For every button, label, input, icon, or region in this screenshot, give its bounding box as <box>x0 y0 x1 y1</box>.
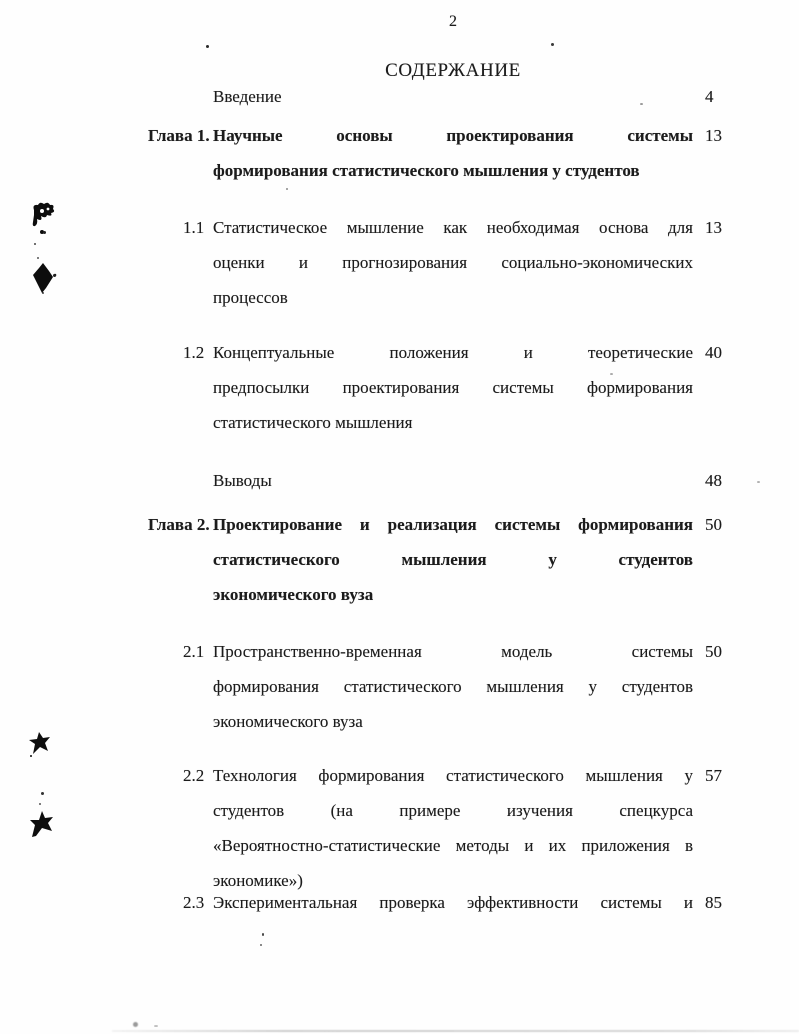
toc-entry-page-number: 13 <box>705 126 722 145</box>
toc-entry-page-number: 40 <box>705 343 722 362</box>
toc-entry-line: Концептуальные положения и теоретические <box>213 343 693 362</box>
toc-entry-line: предпосылки проектирования системы формирования <box>213 378 693 397</box>
toc-entry-line: статистического мышления <box>213 413 413 432</box>
scan-speck <box>34 243 36 245</box>
toc-entry-label: 2.1 <box>183 642 205 661</box>
scan-speck <box>37 257 39 259</box>
toc-entry-line: формирования статистического мышления у студентов <box>213 161 640 180</box>
toc-entry-line: Выводы <box>213 471 272 490</box>
scan-speck <box>39 803 41 805</box>
toc-entry-label: 2.2 <box>183 766 205 785</box>
scan-speck <box>260 944 262 946</box>
toc-entry-line: Научные основы проектирования системы <box>213 126 693 145</box>
toc-entry-label: Глава 2. <box>148 515 210 534</box>
toc-entry-line: экономического вуза <box>213 585 374 604</box>
toc-entry-page-number: 13 <box>705 218 722 237</box>
toc-entry-page-number: 85 <box>705 893 722 912</box>
toc-entry-page-number: 48 <box>705 471 722 490</box>
scan-edge-line <box>112 1030 799 1032</box>
toc-entry-introduction <box>0 79 799 114</box>
toc-entry-label: Глава 1. <box>148 126 210 145</box>
toc-entry-page-number: 50 <box>705 642 722 661</box>
toc-entry-line: статистического мышления у студентов <box>213 550 693 569</box>
toc-entry-2-2 <box>0 758 799 898</box>
toc-entry-line: Технология формирования статистического мышления у <box>213 766 693 785</box>
toc-entry-line: Экспериментальная проверка эффективности системы и <box>213 893 693 912</box>
toc-entry-page-number: 50 <box>705 515 722 534</box>
toc-entry-line: экономике») <box>213 871 303 890</box>
scan-speck <box>610 373 613 375</box>
toc-entry-chapter-1 <box>0 118 799 188</box>
toc-entry-line: Статистическое мышление как необходимая основа для <box>213 218 693 237</box>
toc-entry-line: Пространственно-временная модель системы <box>213 642 693 661</box>
toc-entry-line: студентов (на примере изучения спецкурса <box>213 801 693 820</box>
scan-speck <box>206 45 209 48</box>
scan-speck <box>286 188 288 190</box>
toc-entry-line: «Вероятностно-статистические методы и их приложения в <box>213 836 693 855</box>
toc-entry-2-3 <box>0 885 799 920</box>
toc-entry-line: процессов <box>213 288 288 307</box>
ink-blot-splat-icon <box>29 810 55 838</box>
toc-entry-conclusions-1 <box>0 463 799 498</box>
scan-speck <box>154 1025 158 1027</box>
toc-entry-line: Введение <box>213 87 282 106</box>
scan-speck <box>41 792 44 795</box>
toc-entry-1-1 <box>0 210 799 315</box>
toc-entry-page-number: 4 <box>705 87 714 106</box>
toc-entry-label: 1.1 <box>183 218 205 237</box>
ink-blot-star-icon <box>28 731 52 757</box>
toc-entry-chapter-2 <box>0 507 799 612</box>
toc-entry-page-number: 57 <box>705 766 722 785</box>
scan-speck <box>640 103 643 105</box>
toc-entry-line: экономического вуза <box>213 712 363 731</box>
toc-entry-line: формирования статистического мышления у студентов <box>213 677 693 696</box>
toc-entry-1-2 <box>0 335 799 440</box>
page-number: 2 <box>449 13 457 30</box>
toc-entry-label: 1.2 <box>183 343 205 362</box>
toc-entry-line: Проектирование и реализация системы формирования <box>213 515 693 534</box>
scan-speck <box>53 274 56 277</box>
scan-speck <box>43 231 46 234</box>
scan-speck <box>262 933 264 936</box>
ink-blot-diamond-icon <box>30 262 58 294</box>
scan-speck <box>133 1022 138 1027</box>
toc-title: СОДЕРЖАНИЕ <box>385 60 521 81</box>
scan-speck <box>757 481 760 483</box>
toc-entry-line: оценки и прогнозирования социально-экономических <box>213 253 693 272</box>
toc-entry-label: 2.3 <box>183 893 205 912</box>
scan-speck <box>551 43 554 46</box>
toc-entry-2-1 <box>0 634 799 739</box>
